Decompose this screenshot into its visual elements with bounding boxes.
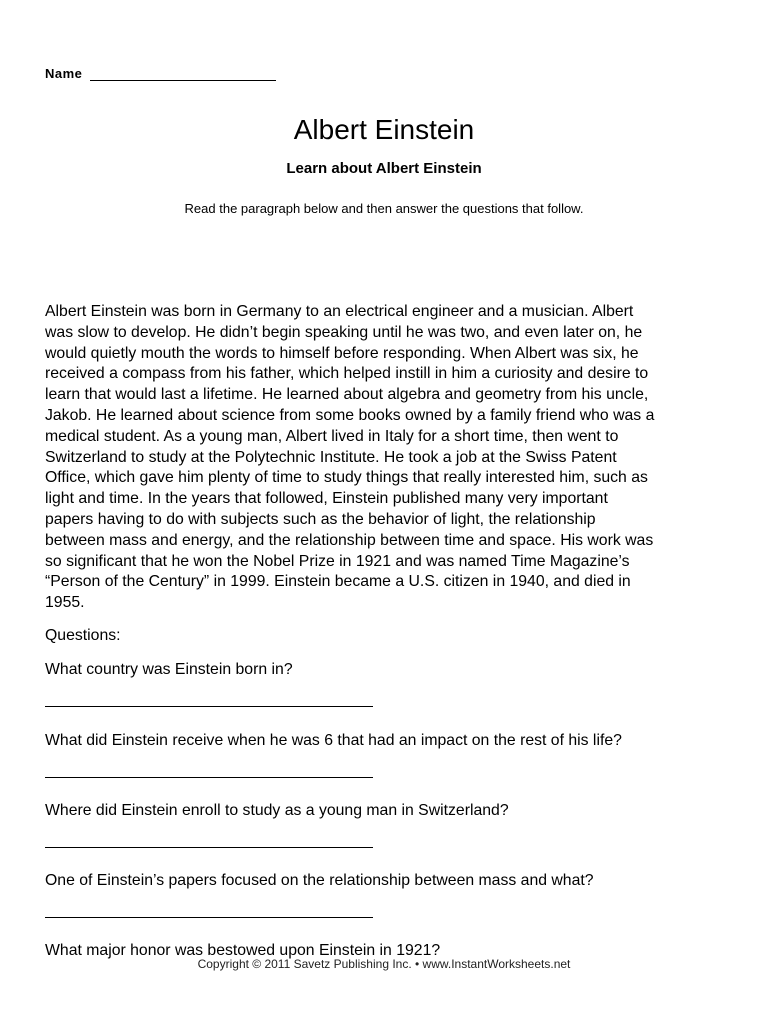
name-blank-line bbox=[90, 80, 276, 81]
answer-line-3 bbox=[45, 847, 373, 848]
reading-paragraph: Albert Einstein was born in Germany to an electrical engineer and a musician. Albert was slow to develop. He didn’t begin speaking until he was two, and even later on, he would quietly mouth the words to himself before responding. When Albert was six, he received a compass from his father, which helped instill in him a curiosity and desire to learn that would last a lifetime. He learned about algebra and geometry from his uncle, Jakob. He learned about science from some books owned by a family friend who was a medical student. As a young man, Albert lived in Italy for a short time, then went to Switzerland to study at the Polytechnic Institute. He took a job at the Swiss Patent Office, which gave him plenty of time to study things that really interested him, such as light and time. In the years that followed, Einstein published many very important papers having to do with subjects such as the behavior of light, the relationship between mass and energy, and the relationship between time and space. His work was so significant that he won the Nobel Prize in 1921 and was named Time Magazine’s “Person of the Century” in 1999. Einstein became a U.S. citizen in 1940, and died in 1955. bbox=[45, 303, 655, 612]
name-row bbox=[45, 66, 276, 82]
name-label: Name bbox=[45, 66, 83, 81]
question-1: What country was Einstein born in? bbox=[45, 661, 293, 678]
worksheet-title: Albert Einstein bbox=[293, 114, 475, 145]
question-2: What did Einstein receive when he was 6 that had an impact on the rest of his life? bbox=[45, 732, 622, 749]
answer-line-1 bbox=[45, 706, 373, 707]
question-5: What major honor was bestowed upon Einstein in 1921? bbox=[45, 942, 441, 959]
question-3: Where did Einstein enroll to study as a young man in Switzerland? bbox=[45, 802, 509, 819]
answer-line-2 bbox=[45, 777, 373, 778]
copyright-footer: Copyright © 2011 Savetz Publishing Inc. • www.InstantWorksheets.net bbox=[197, 957, 571, 971]
instructions-text: Read the paragraph below and then answer the questions that follow. bbox=[184, 201, 584, 216]
question-4: One of Einstein’s papers focused on the relationship between mass and what? bbox=[45, 872, 594, 889]
answer-line-4 bbox=[45, 917, 373, 918]
worksheet-subtitle: Learn about Albert Einstein bbox=[286, 160, 482, 177]
questions-heading: Questions: bbox=[45, 627, 121, 644]
